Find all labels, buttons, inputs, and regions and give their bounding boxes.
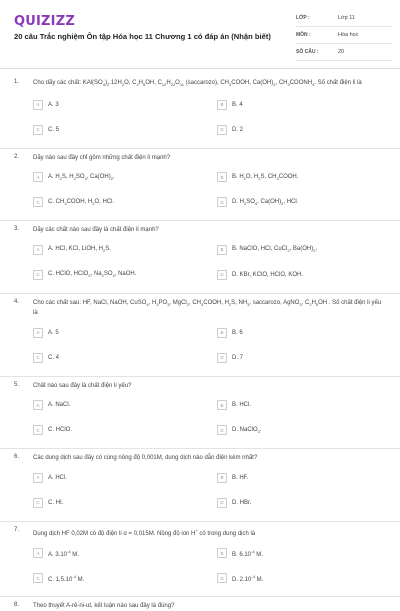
option-text: B. 4 [232,101,243,108]
answer-option-a[interactable] [33,547,217,559]
option-letter-box: C [33,197,43,207]
option-letter-box: C [33,425,43,435]
question-2 [0,149,400,222]
option-text: B. $6.10^{-4}$ M. [232,548,263,558]
option-text: C. $1,5.10^{-4}$ M. [48,573,85,583]
answer-options [33,472,386,509]
answer-option-b[interactable] [217,547,400,559]
option-letter-box: B [217,548,227,558]
answer-option-b[interactable] [217,472,400,484]
answer-option-a[interactable] [33,244,217,256]
option-letter-box: D [217,425,227,435]
answer-option-c[interactable] [33,497,217,509]
question-number: 6. [14,454,20,461]
question-text: Cho dãy các chất: $KAl(SO_4)_2.12H_2O$, $C_2H_5OH$, $C_{12}H_{22}O_{11}$ (saccarozo), $CH_3COOH$, $Ca(OH)_2$, $CH_3COONH_4$. Số chất điện li là [33,80,362,88]
answer-option-c[interactable] [33,124,217,136]
meta-label: SỐ CÂU : [296,49,319,55]
option-letter-box: A [33,100,43,110]
option-text: D. $H_2SO_4$, $Ca(OH)_2$, HCl. [232,198,299,206]
document-title: 20 câu Trắc nghiệm Ôn tập Hóa học 11 Chương 1 có đáp án (Nhận biết) [14,32,271,41]
option-letter-box: A [33,548,43,558]
option-letter-box: B [217,245,227,255]
option-text: C. 5 [48,126,60,133]
meta-label: LỚP : [296,15,310,21]
question-number: 1. [14,79,20,85]
answer-option-a[interactable] [33,171,217,183]
option-letter-box: B [217,473,227,483]
option-text: A. 3 [48,101,59,108]
question-text: Dãy nào sau đây chỉ gồm những chất điện li mạnh? [33,154,171,161]
meta-label: MÔN : [296,32,311,38]
header-divider [0,68,400,69]
option-letter-box: D [217,125,227,135]
question-number: 4. [14,298,20,305]
question-text: Dung dịch HF 0,02M có độ điện li α = 0,015M. Nồng độ ion H+ có trong dung dịch là [33,527,256,537]
option-letter-box: D [217,573,227,583]
answer-option-a[interactable] [33,99,217,111]
question-6 [0,449,400,522]
option-text: C. $CH_3COOH$, $H_2O$, HCl. [48,198,115,206]
option-text: A. HCl. [48,474,68,481]
option-text: A. HCl, KCl, LiOH, $H_2S$. [48,246,111,254]
answer-options [33,327,386,364]
option-letter-box: A [33,400,43,410]
answer-option-c[interactable] [33,424,217,436]
question-8 [0,597,400,611]
option-letter-box: A [33,473,43,483]
option-letter-box: D [217,498,227,508]
option-text: D. 2 [232,126,244,133]
question-1 [0,74,400,149]
question-3 [0,221,400,294]
answer-option-b[interactable] [217,327,400,339]
question-text: Các dung dịch sau đây có cùng nồng độ 0,001M, dung dịch nào dẫn điện kém nhất? [33,455,258,462]
option-text: D. NaClO$_3$. [232,426,262,434]
answer-options [33,171,386,208]
option-text: B. HF. [232,474,249,481]
meta-value: Hóa học [338,32,359,38]
question-4 [0,294,400,377]
option-letter-box: D [217,270,227,280]
answer-option-d[interactable] [217,572,400,584]
option-text: C. 4 [48,354,60,361]
option-letter-box: B [217,100,227,110]
answer-option-d[interactable] [217,424,400,436]
question-number: 3. [14,226,20,233]
answer-option-a[interactable] [33,327,217,339]
question-number: 2. [14,153,20,160]
question-text: Chất nào sau đây là chất điện li yếu? [33,382,132,389]
option-text: D. HBr. [232,499,252,506]
answer-option-a[interactable] [33,472,217,484]
answer-option-b[interactable] [217,99,400,111]
answer-options [33,547,386,584]
option-letter-box: C [33,353,43,363]
option-letter-box: C [33,498,43,508]
answer-option-c[interactable] [33,269,217,281]
option-text: A. NaCl. [48,402,71,409]
option-text: D. 7 [232,354,244,361]
question-number: 7. [14,526,20,533]
option-text: C. HI. [48,499,64,506]
answer-option-c[interactable] [33,572,217,584]
question-list [0,74,400,611]
option-letter-box: C [33,270,43,280]
option-letter-box: A [33,245,43,255]
option-letter-box: A [33,172,43,182]
answer-option-d[interactable] [217,269,400,281]
option-text: A. 5 [48,329,59,336]
option-text: B. HCl. [232,402,252,409]
answer-option-b[interactable] [217,171,400,183]
option-letter-box: C [33,125,43,135]
question-number: 5. [14,381,20,388]
meta-value: 20 [338,49,345,55]
question-number: 8. [14,602,20,609]
option-letter-box: B [217,328,227,338]
answer-option-a[interactable] [33,399,217,411]
question-text: Cho các chất sau: HF, NaCl, NaOH, CuSO$_4$, $H_3PO_3$, MgCl$_2$, $CH_3COOH$, $H_2S$, $NH_3$, saccarozo, AgNO$_3$, $C_2H_5OH$ . Số chất điện li yếu là [33,299,382,317]
option-text: A. $H_2S$, $H_2SO_4$, $Ca(OH)_2$. [48,173,115,181]
option-text: B. 6 [232,329,243,336]
question-text: Dãy các chất nào sau đây là chất điện li mạnh? [33,227,159,234]
meta-row-count [296,44,392,61]
option-text: D. $2.10^{-4}$ M. [232,573,264,583]
option-letter-box: C [33,573,43,583]
question-5 [0,377,400,450]
option-text: A. $3.10^{-4}$ M. [48,548,79,558]
option-letter-box: D [217,197,227,207]
quizizz-logo: QUIZIZZ [14,14,75,29]
meta-row-subject [296,27,392,44]
option-text: D. KBr, KClO, HClO, KOH. [232,271,304,278]
option-text: B. NaClO, HCl, CuCl$_2$, $Ba(OH)_2$. [232,246,318,254]
option-letter-box: B [217,172,227,182]
answer-options [33,244,386,281]
answer-option-b[interactable] [217,399,400,411]
answer-options [33,399,386,436]
answer-option-d[interactable] [217,196,400,208]
option-text: C. HClO, HClO$_2$, $Na_2SO_4$, NaOH. [48,271,137,279]
option-text: C. HClO. [48,427,72,434]
answer-option-c[interactable] [33,196,217,208]
answer-option-d[interactable] [217,497,400,509]
meta-value: Lớp 11 [338,15,355,21]
option-letter-box: B [217,400,227,410]
question-7 [0,522,400,598]
answer-option-c[interactable] [33,352,217,364]
answer-options [33,99,386,136]
option-letter-box: D [217,353,227,363]
answer-option-b[interactable] [217,244,400,256]
answer-option-d[interactable] [217,124,400,136]
question-text: Theo thuyết A-rê-ni-ut, kết luận nào sau đây là đúng? [33,603,175,610]
answer-option-d[interactable] [217,352,400,364]
meta-row-class [296,10,392,27]
document-header [0,0,400,60]
option-letter-box: A [33,328,43,338]
document-meta [296,10,392,61]
option-text: B. $H_2O$, $H_2S$, $CH_3COOH$. [232,173,299,181]
